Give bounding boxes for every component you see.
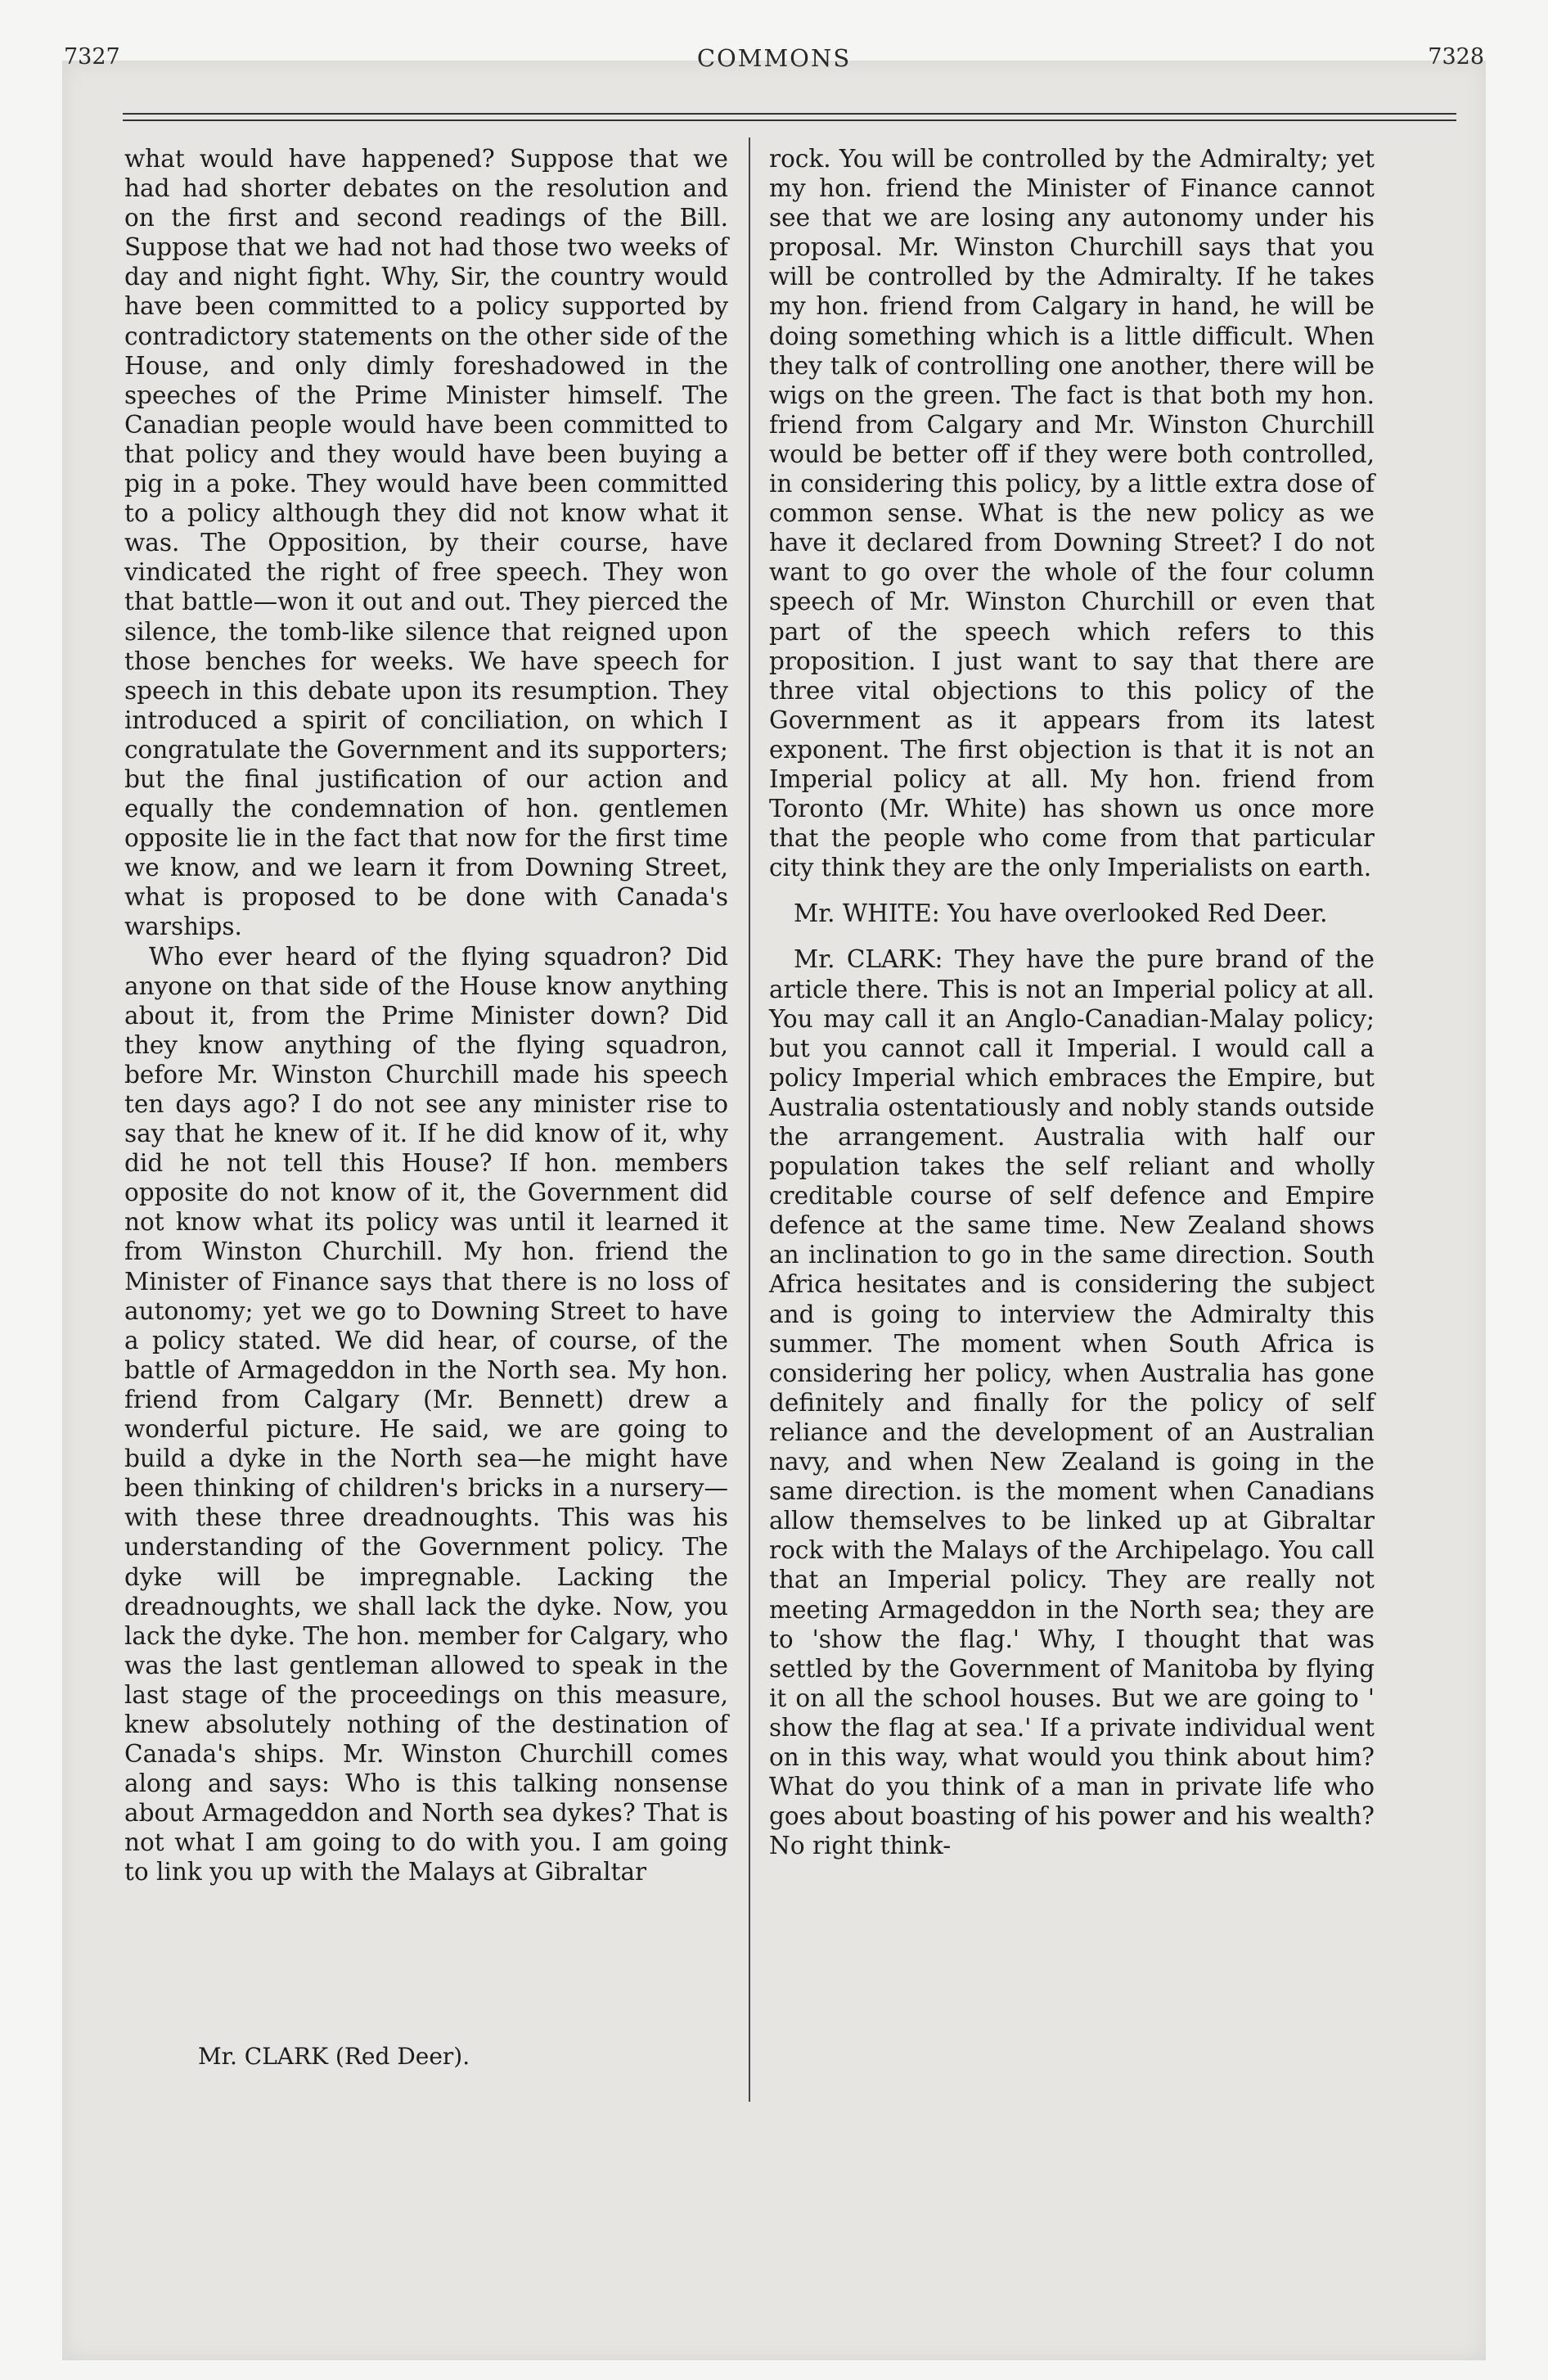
speaker-footer-note: Mr. CLARK (Red Deer). xyxy=(198,2043,470,2070)
page-title: COMMONS xyxy=(696,44,852,72)
page-header xyxy=(64,44,1484,93)
left-column xyxy=(124,144,728,1887)
right-column xyxy=(769,144,1375,1860)
page-number-right: 7328 xyxy=(1428,44,1484,70)
page-number-left: 7327 xyxy=(64,44,120,70)
right-paragraph-3: Mr. CLARK: They have the pure brand of the article there. This is not an Imperial policy at all. You may call it an Anglo-Canadian-Malay policy; but you cannot call it Imperial. I would call a policy Imperial which embraces the Empire, but Australia ostentatiously and nobly stands outside the arrangement. Australia with half our population takes the self reliant and wholly creditable course of self defence and Empire defence at the same time. New Zealand shows an inclination to go in the same direction. South Africa hesitates and is considering the subject and is going to interview the Admiralty this summer. The moment when South Africa is considering her policy, when Australia has gone definitely and finally for the policy of self reliance and the development of an Australian navy, and when New Zealand is going in the same direction. is the moment when Canadians allow themselves to be linked up at Gibraltar rock with the Malays of the Archipelago. You call that an Imperial policy. They are really not meeting Armageddon in the North sea; they are to 'show the flag.' Why, I thought that was settled by the Government of Manitoba by flying it on all the school houses. But we are going to ' show the flag at sea.' If a private individual went on in this way, what would you think about him? What do you think of a man in private life who goes about boasting of his power and his wealth? No right think- xyxy=(769,945,1375,1860)
left-paragraph-2: Who ever heard of the flying squadron? Did anyone on that side of the House know anything about it, from the Prime Minister down? Did they know anything of the flying squadron, before Mr. Winston Churchill made his speech ten days ago? I do not see any minister rise to say that he knew of it. If he did know of it, why did he not tell this House? If hon. members opposite do not know of it, the Government did not know what its policy was until it learned it from Winston Churchill. My hon. friend the Minister of Finance says that there is no loss of autonomy; yet we go to Downing Street to have a policy stated. We did hear, of course, of the battle of Armageddon in the North sea. My hon. friend from Calgary (Mr. Bennett) drew a wonderful picture. He said, we are going to build a dyke in the North sea—he might have been thinking of children's bricks in a nursery—with these three dreadnoughts. This was his understanding of the Government policy. The dyke will be impregnable. Lacking the dreadnoughts, we shall lack the dyke. Now, you lack the dyke. The hon. member for Calgary, who was the last gentleman allowed to speak in the last stage of the proceedings on this measure, knew absolutely nothing of the destination of Canada's ships. Mr. Winston Churchill comes along and says: Who is this talking nonsense about Armageddon and North sea dykes? That is not what I am going to do with you. I am going to link you up with the Malays at Gibraltar xyxy=(124,942,728,1886)
right-paragraph-2: Mr. WHITE: You have overlooked Red Deer. xyxy=(794,899,1328,928)
right-paragraph-1: rock. You will be controlled by the Admiralty; yet my hon. friend the Minister of Finance cannot see that we are losing any autonomy under his proposal. Mr. Winston Churchill says that you will be controlled by the Admiralty. If he takes my hon. friend from Calgary in hand, he will be doing something which is a little difficult. When they talk of controlling one another, there will be wigs on the green. The fact is that both my hon. friend from Calgary and Mr. Winston Churchill would be better off if they were both controlled, in considering this policy, by a little extra dose of common sense. What is the new policy as we have it declared from Downing Street? I do not want to go over the whole of the four column speech of Mr. Winston Churchill or even that part of the speech which refers to this proposition. I just want to say that there are three vital objections to this policy of the Government as it appears from its latest exponent. The first objection is that it is not an Imperial policy at all. My hon. friend from Toronto (Mr. White) has shown us once more that the people who come from that particular city think they are the only Imperialists on earth. xyxy=(769,145,1375,882)
column-separator xyxy=(749,137,750,2102)
header-rule xyxy=(123,113,1456,121)
left-paragraph-1: what would have happened? Suppose that we had had shorter debates on the resolution and on the first and second readings of the Bill. Suppose that we had not had those two weeks of day and night fight. Why, Sir, the country would have been committed to a policy supported by contradictory statements on the other side of the House, and only dimly foreshadowed in the speeches of the Prime Minister himself. The Canadian people would have been committed to that policy and they would have been buying a pig in a poke. They would have been committed to a policy although they did not know what it was. The Opposition, by their course, have vindicated the right of free speech. They won that battle—won it out and out. They pierced the silence, the tomb-like silence that reigned upon those benches for weeks. We have speech for speech in this debate upon its resumption. They introduced a spirit of conciliation, on which I congratulate the Government and its supporters; but the final justification of our action and equally the condemnation of hon. gentlemen opposite lie in the fact that now for the first time we know, and we learn it from Downing Street, what is proposed to be done with Canada's warships. xyxy=(124,145,728,941)
